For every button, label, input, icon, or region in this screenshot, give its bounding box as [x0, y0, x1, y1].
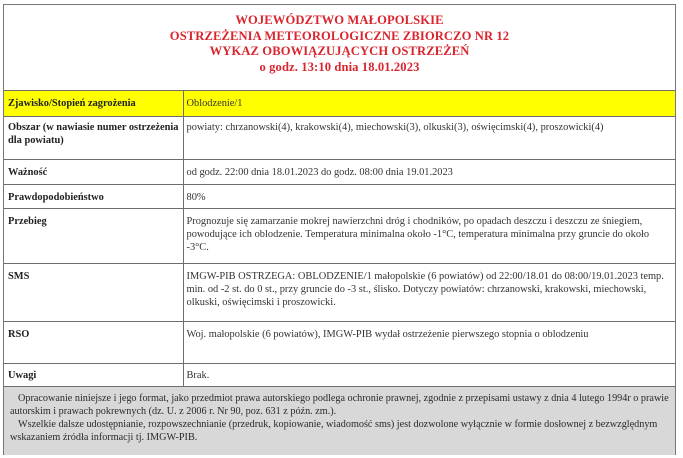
- row-label: Obszar (w nawiasie numer ostrzeżenia dla powiatu): [4, 117, 183, 160]
- row-value: powiaty: chrzanowski(4), krakowski(4), miechowski(3), olkuski(3), oświęcimski(4), proszowicki(4): [183, 117, 675, 160]
- header-list-title: WYKAZ OBOWIĄZUJĄCYCH OSTRZEŻEŃ: [209, 44, 470, 58]
- table-row-phenomenon: [4, 91, 675, 117]
- row-label: Prawdopodobieństwo: [4, 185, 183, 209]
- table-row-sms: [4, 264, 675, 322]
- table-row-course: [4, 209, 675, 264]
- row-value: IMGW-PIB OSTRZEGA: OBLODZENIE/1 małopolskie (6 powiatów) od 22:00/18.01 do 08:00/19.01.2023 temp. min. od -2 st. do 0 st., przy gruncie do -3 st., ślisko. Dotyczy powiatów: chrzanowski, krakowski, miechowski, olkuski, oświęcimski i proszowicki.: [183, 264, 675, 322]
- warning-table: [4, 90, 675, 386]
- row-value: od godz. 22:00 dnia 18.01.2023 do godz. 08:00 dnia 19.01.2023: [183, 160, 675, 185]
- header-region-title: WOJEWÓDZTWO MAŁOPOLSKIE: [235, 13, 444, 27]
- row-label: Uwagi: [4, 364, 183, 386]
- row-label: Przebieg: [4, 209, 183, 264]
- table-row-area: [4, 117, 675, 160]
- header-timestamp: o godz. 13:10 dnia 18.01.2023: [259, 59, 420, 74]
- row-value: Brak.: [183, 364, 675, 386]
- document-header: [4, 5, 675, 90]
- copyright-footer: [4, 386, 675, 455]
- table-row-validity: [4, 160, 675, 185]
- warning-document: [3, 4, 676, 455]
- row-value: 80%: [183, 185, 675, 209]
- redistribution-notice: Wszelkie dalsze udostępnianie, rozpowszechnianie (przedruk, kopiowanie, wiadomość sms) jest dozwolone wyłącznie w formie dosłownej z bezwzględnym wskazaniem źródła informacji tj. IMGW-PIB.: [10, 418, 658, 443]
- row-label: Ważność: [4, 160, 183, 185]
- row-value: Woj. małopolskie (6 powiatów), IMGW-PIB wydał ostrzeżenie pierwszego stopnia o oblodzeniu: [183, 322, 675, 364]
- row-label: SMS: [4, 264, 183, 322]
- table-row-notes: [4, 364, 675, 386]
- table-row-rso: [4, 322, 675, 364]
- copyright-notice: Opracowanie niniejsze i jego format, jako przedmiot prawa autorskiego podlega ochronie prawnej, zgodnie z przepisami ustawy z dnia 4 lutego 1994r o prawie autorskim i prawach pokrewnych (dz. U. z 2006 r. Nr 90, poz. 631 z późn. zm.).: [10, 392, 669, 417]
- row-label: Zjawisko/Stopień zagrożenia: [4, 91, 183, 117]
- header-bulletin-title: OSTRZEŻENIA METEOROLOGICZNE ZBIORCZO NR 12: [169, 28, 510, 43]
- row-label: RSO: [4, 322, 183, 364]
- table-row-probability: [4, 185, 675, 209]
- row-value: Oblodzenie/1: [183, 91, 675, 117]
- row-value: Prognozuje się zamarzanie mokrej nawierzchni dróg i chodników, po opadach deszczu i deszczu ze śniegiem, powodujące ich oblodzenie. Temperatura minimalna około -1°C, temperatura minimalna przy gruncie do około -3°C.: [183, 209, 675, 264]
